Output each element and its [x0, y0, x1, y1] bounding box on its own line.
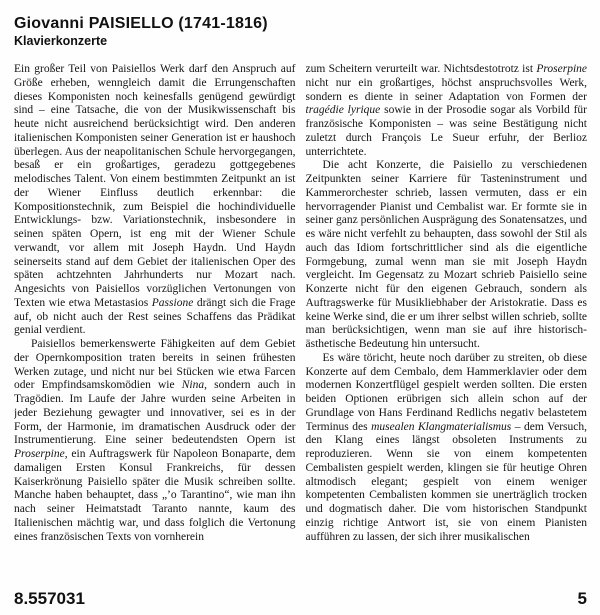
article-body — [14, 63, 587, 586]
text-segment: , sondern auch in Tragödien. Im Laufe der Jahre wurden seine Arbeiten in jeder Beziehung gewagter und innovativer, sei es in der Form, der Harmonie, im dramatischen Ausdruck oder der Instrumentierung. Eine seiner bedeutendsten Opern ist — [14, 379, 296, 447]
text-segment: drängt sich die Frage auf, ob nicht auch der Rest seines Schaffens das Prädikat genial verdient. — [14, 296, 296, 337]
text-segment: – dem Versuch, den Klang eines längst obsoleten Instruments zu reproduzieren. Wenn sie von einem kompetenten Cembalisten gespielt werden, klingen sie für heutige Ohren altmodisch elegant; gespielt von einem weniger kompetenten Cembalisten kommen sie unerträglich trocken und dogmatisch daher. Die vom historischen Standpunkt einzig richtige Antwort ist, sie von einem Pianisten aufführen zu lassen, der sich ihrer musikalischen — [305, 420, 587, 543]
paragraph — [306, 352, 588, 545]
work-title-italic: musealen Klangmaterialismus — [371, 420, 512, 433]
work-title-italic: Proserpine — [536, 63, 587, 75]
work-title-italic: Nina — [181, 379, 205, 392]
work-title-italic: Passione — [151, 296, 194, 309]
paragraph — [306, 159, 588, 352]
text-segment: Die acht Konzerte, die Paisiello zu verschiedenen Zeitpunkten seiner Karriere für Tasteninstrument und Kammerorchester schrieb, lassen vermuten, dass er ein hervorragender Pianist und Cembalist war. Er formte sie in seiner ganz persönlichen Ausprägung des Sonatensatzes, und es wäre nicht verfehlt zu behaupten, dass sowohl der Stil als auch das Idiom fortschrittlicher sind als die eigentliche Formgebung, zumal wenn man sie mit Joseph Haydn vergleicht. Im Gegensatz zu Mozart schrieb Paisiello seine Konzerte nicht für den eigenen Gebrauch, sondern als Auftragswerke für Musikliebhaber der Aristokratie. Dass es keine Werke sind, die er um ihrer selbst willen schrieb, sollte man berücksichtigen, wenn man sie auf ihre historisch-ästhetische Bedeutung hin untersucht. — [305, 159, 587, 350]
page-footer — [14, 589, 587, 609]
catalog-number: 8.557031 — [14, 589, 85, 608]
work-title-italic: tragédie lyrique — [305, 104, 381, 117]
paragraph — [306, 63, 588, 159]
text-segment: , ein Auftragswerk für Napoleon Bonaparte, dem damaligen Ersten Konsul Frankreichs, für dessen Kaiserkrönung Paisiello später die Musik schreiben sollte. Manche haben behauptet, dass „’o Tarantino“, wie man ihn nach seiner Heimatstadt Taranto nannte, kaum des Italienischen mächtig war, und dass folglich die Vertonung eines französischen Texts von vornherein — [14, 448, 296, 543]
work-subtitle: Klavierkonzerte — [14, 34, 108, 48]
paragraph — [14, 338, 296, 544]
text-segment: sowie in der Prosodie sogar als Vorbild für französische Komponisten – was seine Bestätigung nicht zuletzt durch François Le Sueur erfuhr, der Berlioz unterrichtete. — [305, 104, 587, 158]
text-column-right — [306, 63, 588, 586]
paragraph — [14, 63, 296, 338]
work-title-italic: Proserpine — [14, 448, 65, 460]
text-segment: Ein großer Teil von Paisiellos Werk darf den Anspruch auf Größe erheben, wenngleich damit die Errungenschaften dieses Komponisten noch keinesfalls genügend gewürdigt sind – eine Tatsache, die von der Musikwissenschaft bis heute nicht ausreichend berücksichtigt wird. Den anderen italienischen Komponisten seiner Generation ist er haushoch überlegen. Aus der neapolitanischen Schule hervorgegangen, besaß er ein großartiges, geradezu gottgegebenes melodisches Talent. Von einem bestimmten Zeitpunkt an ist der Wiener Einfluss deutlich erkennbar: die Kompositionstechnik, zum Beispiel die hochindividuelle Entwicklungs- bzw. Variationstechnik, insbesondere in seinen späten Opern, ist eng mit der Wiener Schule verwandt, vor allem mit Joseph Haydn. Und Haydn seinerseits stand auf dem Gebiet der italienischen Oper des späten achtzehnten Jahrhunderts nur Mozart nach. Angesichts von Paisiellos vorzüglichen Vertonungen von Texten wie etwa Metastasios — [14, 63, 296, 309]
page-number: 5 — [577, 589, 587, 608]
text-segment: nicht nur ein großartiges, höchst anspruchsvolles Werk, sondern es diente in seiner Adaptation von Formen der — [305, 76, 587, 103]
composer-title: Giovanni PAISIELLO (1741-1816) — [14, 15, 268, 32]
page-header — [14, 14, 587, 49]
text-column-left — [14, 63, 296, 586]
text-segment: Es wäre töricht, heute noch darüber zu streiten, ob diese Konzerte auf dem Cembalo, dem Hammerklavier oder dem modernen Konzertflügel gespielt werden sollten. Die ersten beiden Optionen erübrigen sich allein schon auf der Grundlage von Hans Ferdinand Redlichs negativ belastetem Terminus des — [305, 351, 587, 433]
text-segment: zum Scheitern verurteilt war. Nichtsdestotrotz ist — [305, 63, 537, 75]
text-segment: Paisiellos bemerkenswerte Fähigkeiten auf dem Gebiet der Opernkomposition traten bereits in seinen frühesten Werken zutage, und nicht nur bei Stücken wie etwa Farcen oder Empfindsamskomödien wie — [14, 338, 296, 392]
